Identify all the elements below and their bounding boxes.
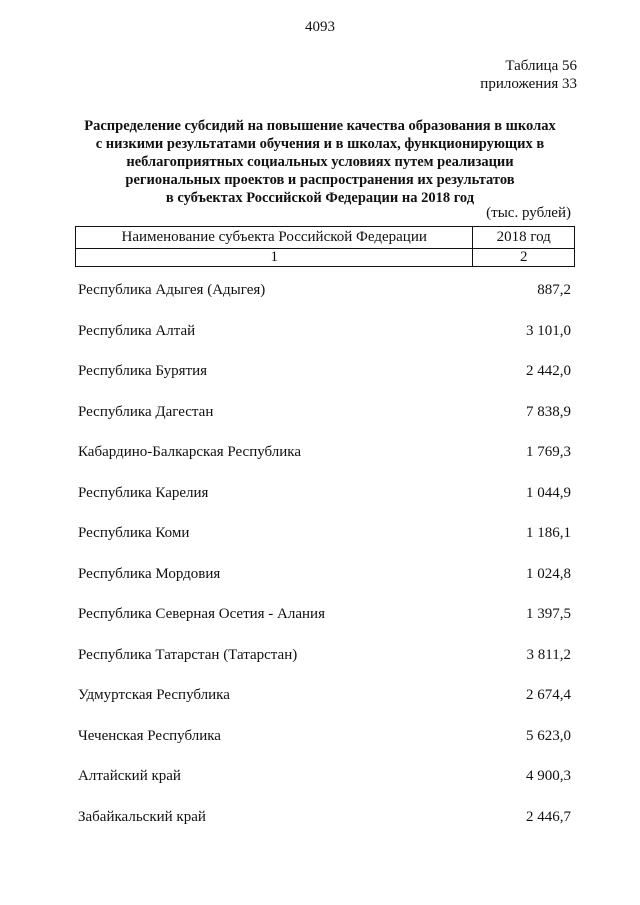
subsidy-amount: 3 811,2 — [526, 646, 571, 663]
subsidy-amount: 1 044,9 — [526, 484, 571, 501]
table-row — [78, 404, 571, 445]
region-name: Алтайский край — [78, 768, 181, 784]
column-header-region: Наименование субъекта Российской Федерации — [76, 227, 473, 249]
subsidy-amount: 887,2 — [537, 282, 571, 298]
table-body — [78, 282, 571, 849]
column-number-1: 1 — [76, 249, 473, 267]
region-name: Удмуртская Республика — [78, 687, 230, 703]
region-name: Республика Коми — [78, 525, 190, 541]
region-name: Республика Бурятия — [78, 363, 208, 379]
table-row — [78, 768, 571, 809]
title-line: неблагоприятных социальных условиях путем реализации — [126, 154, 514, 170]
subsidy-amount: 2 674,4 — [526, 687, 571, 703]
appendix-number: приложения 33 — [480, 76, 577, 92]
table-number: Таблица 56 — [505, 58, 577, 74]
table-row — [78, 647, 571, 688]
region-name: Республика Татарстан (Татарстан) — [78, 646, 298, 663]
subsidy-amount: 7 838,9 — [526, 403, 571, 420]
units-label: (тыс. рублей) — [486, 205, 571, 221]
subsidy-amount: 1 769,3 — [526, 444, 571, 460]
table-reference — [480, 57, 577, 93]
table-header — [75, 226, 575, 267]
table-row — [78, 323, 571, 364]
region-name: Республика Алтай — [78, 322, 196, 339]
region-name: Республика Карелия — [78, 484, 209, 501]
title-line: региональных проектов и распространения их результатов — [125, 172, 515, 188]
title-line: с низкими результатами обучения и в школах, функционирующих в — [95, 136, 545, 152]
table-row — [78, 606, 571, 647]
subsidy-amount: 2 446,7 — [526, 808, 571, 825]
page-number: 4093 — [305, 19, 335, 35]
table-row — [78, 282, 571, 323]
table-row — [78, 566, 571, 607]
region-name: Чеченская Республика — [78, 727, 221, 744]
table-row — [78, 687, 571, 728]
subsidy-amount: 1 024,8 — [526, 565, 571, 582]
table-row — [78, 525, 571, 566]
table-row — [78, 728, 571, 769]
subsidy-amount: 5 623,0 — [526, 727, 571, 744]
column-header-year: 2018 год — [473, 227, 575, 249]
region-name: Республика Адыгея (Адыгея) — [78, 282, 266, 298]
document-title — [70, 117, 570, 207]
region-name: Республика Дагестан — [78, 403, 214, 420]
table-row — [78, 809, 571, 850]
table-row — [78, 363, 571, 404]
subsidy-amount: 1 186,1 — [526, 525, 571, 541]
title-line: в субъектах Российской Федерации на 2018 год — [165, 190, 475, 206]
subsidy-amount: 3 101,0 — [526, 322, 571, 339]
title-line: Распределение субсидий на повышение качества образования в школах — [84, 118, 556, 134]
table-row — [78, 485, 571, 526]
region-name: Забайкальский край — [78, 808, 206, 825]
table-row — [78, 444, 571, 485]
region-name: Республика Мордовия — [78, 565, 221, 582]
subsidy-amount: 4 900,3 — [526, 768, 571, 784]
region-name: Кабардино-Балкарская Республика — [78, 444, 302, 460]
subsidy-amount: 1 397,5 — [526, 606, 571, 622]
subsidy-amount: 2 442,0 — [526, 363, 571, 379]
region-name: Республика Северная Осетия - Алания — [78, 606, 325, 622]
column-number-2: 2 — [473, 249, 575, 267]
